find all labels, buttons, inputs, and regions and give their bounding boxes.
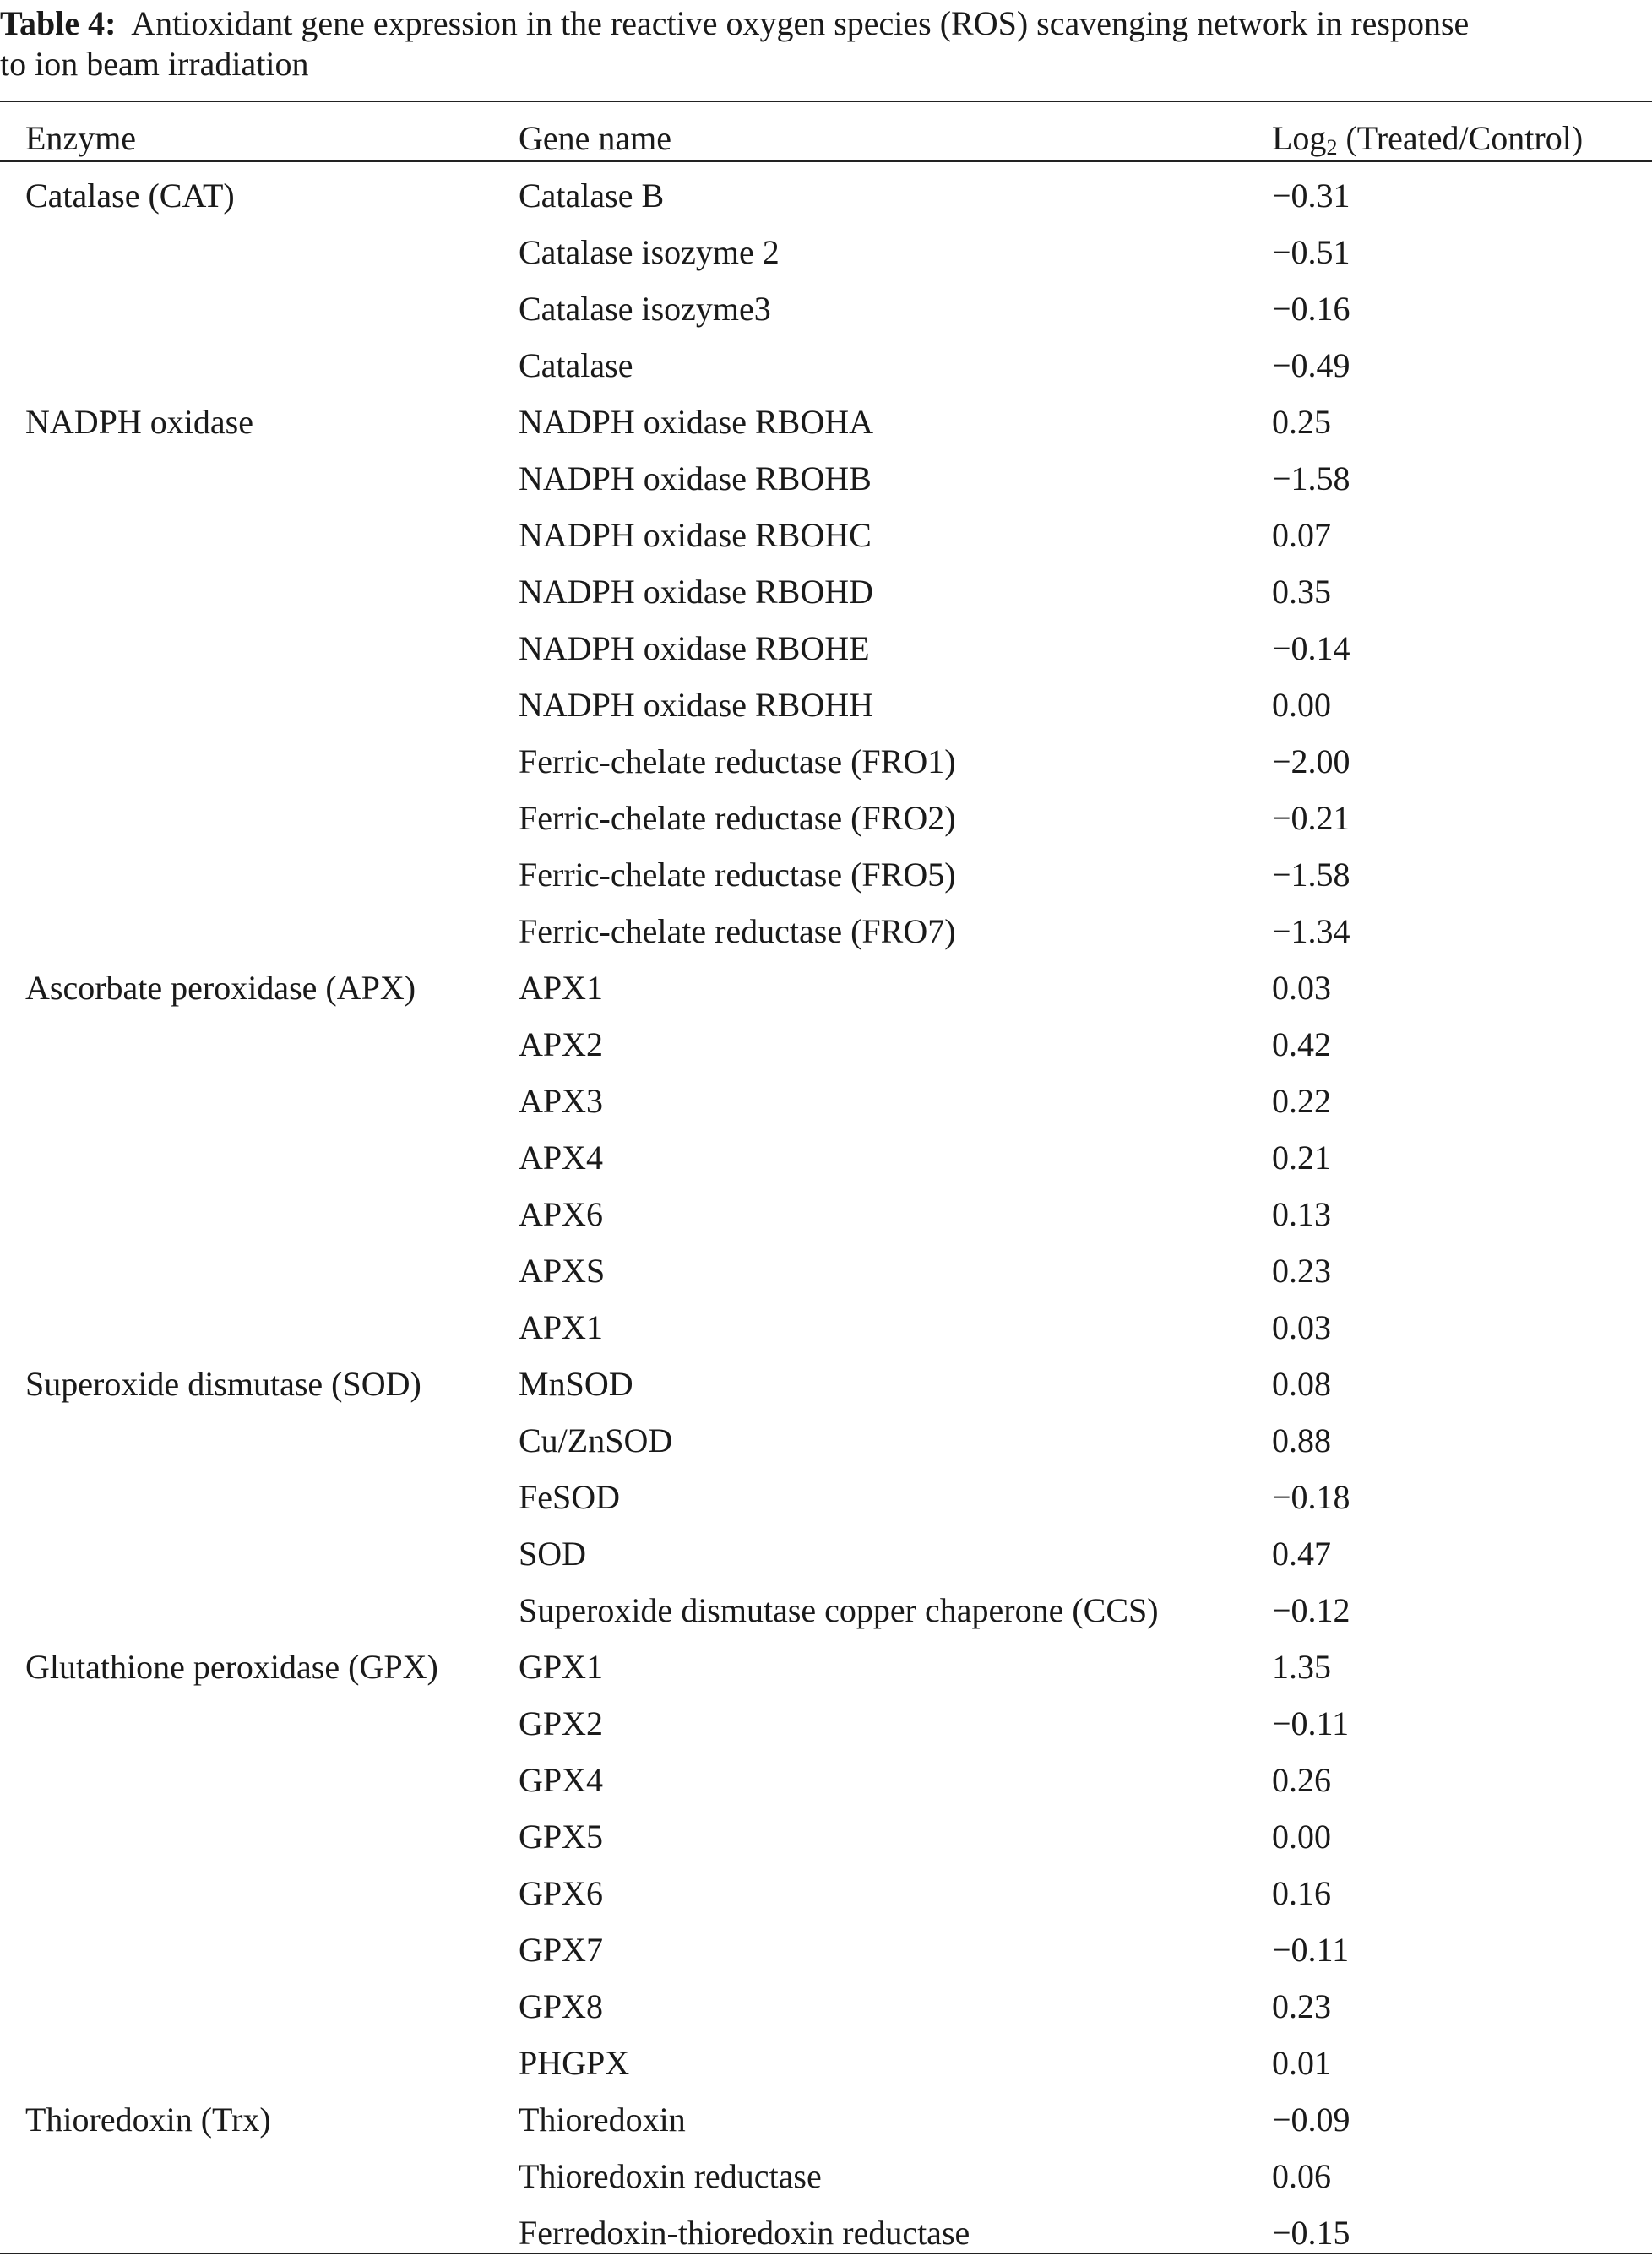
cell-log2-value: −0.14	[1272, 629, 1350, 667]
caption-label: Table 4:	[0, 4, 117, 42]
table-row	[0, 677, 1652, 733]
cell-log2-value: 1.35	[1272, 1648, 1331, 1686]
table-row	[0, 1016, 1652, 1073]
cell-gene-name: GPX1	[519, 1648, 604, 1686]
cell-log2-value: 0.06	[1272, 2157, 1331, 2195]
cell-gene-name: APX1	[519, 969, 604, 1007]
cell-log2-value: −0.09	[1272, 2101, 1350, 2139]
table-row	[0, 450, 1652, 507]
cell-log2-value: −0.11	[1272, 1931, 1350, 1969]
table-row	[0, 224, 1652, 280]
cell-gene-name: Ferric-chelate reductase (FRO1)	[519, 742, 956, 780]
cell-log2-value: −1.58	[1272, 459, 1350, 497]
header-log-suffix: (Treated/Control)	[1337, 119, 1584, 157]
table-row	[0, 507, 1652, 563]
table-row	[0, 620, 1652, 677]
cell-gene-name: APX2	[519, 1025, 604, 1063]
table-row	[0, 1978, 1652, 2035]
header-log-ratio	[1272, 110, 1583, 166]
cell-gene-name: NADPH oxidase RBOHH	[519, 686, 873, 724]
table-row	[0, 1525, 1652, 1582]
cell-gene-name: Thioredoxin reductase	[519, 2157, 822, 2195]
cell-gene-name: NADPH oxidase RBOHB	[519, 459, 872, 497]
header-log-prefix: Log	[1272, 119, 1327, 157]
cell-gene-name: FeSOD	[519, 1478, 621, 1516]
cell-enzyme: Ascorbate peroxidase (APX)	[25, 969, 416, 1007]
cell-log2-value: 0.13	[1272, 1195, 1331, 1233]
table-row	[0, 1639, 1652, 1695]
cell-gene-name: GPX7	[519, 1931, 604, 1969]
table-row	[0, 2091, 1652, 2148]
cell-gene-name: Catalase isozyme 2	[519, 233, 780, 271]
header-gene-name: Gene name	[519, 119, 672, 157]
cell-log2-value: 0.16	[1272, 1874, 1331, 1912]
cell-log2-value: −1.34	[1272, 912, 1350, 950]
cell-log2-value: −0.18	[1272, 1478, 1350, 1516]
cell-log2-value: 0.35	[1272, 573, 1331, 611]
table-row	[0, 1242, 1652, 1299]
cell-log2-value: −0.11	[1272, 1704, 1350, 1742]
cell-log2-value: 0.03	[1272, 1308, 1331, 1346]
table-row	[0, 1073, 1652, 1129]
cell-log2-value: −1.58	[1272, 856, 1350, 894]
cell-gene-name: NADPH oxidase RBOHC	[519, 516, 872, 554]
cell-gene-name: SOD	[519, 1535, 587, 1573]
cell-gene-name: Ferredoxin-thioredoxin reductase	[519, 2214, 970, 2252]
cell-gene-name: GPX8	[519, 1987, 604, 2025]
cell-log2-value: 0.25	[1272, 403, 1331, 441]
caption-line-1	[0, 3, 1652, 44]
top-rule	[0, 101, 1652, 102]
cell-log2-value: −0.31	[1272, 177, 1350, 215]
table-row	[0, 903, 1652, 959]
table-row	[0, 2148, 1652, 2204]
bottom-rule	[0, 2253, 1652, 2254]
cell-enzyme: Glutathione peroxidase (GPX)	[25, 1648, 438, 1686]
cell-enzyme: NADPH oxidase	[25, 403, 253, 441]
cell-log2-value: −0.16	[1272, 290, 1350, 328]
cell-gene-name: GPX4	[519, 1761, 604, 1799]
table-row	[0, 167, 1652, 224]
cell-log2-value: 0.26	[1272, 1761, 1331, 1799]
cell-gene-name: GPX6	[519, 1874, 604, 1912]
table-row	[0, 1129, 1652, 1186]
cell-gene-name: GPX2	[519, 1704, 604, 1742]
cell-log2-value: −0.21	[1272, 799, 1350, 837]
cell-log2-value: 0.03	[1272, 969, 1331, 1007]
cell-gene-name: NADPH oxidase RBOHD	[519, 573, 873, 611]
table-row	[0, 733, 1652, 790]
cell-log2-value: 0.22	[1272, 1082, 1331, 1120]
table-row	[0, 1695, 1652, 1752]
cell-gene-name: Thioredoxin	[519, 2101, 686, 2139]
cell-gene-name: Ferric-chelate reductase (FRO2)	[519, 799, 956, 837]
table-row	[0, 2035, 1652, 2091]
cell-log2-value: 0.23	[1272, 1252, 1331, 1290]
cell-gene-name: Catalase	[519, 346, 633, 384]
cell-gene-name: APX4	[519, 1139, 604, 1177]
cell-gene-name: Superoxide dismutase copper chaperone (CCS)	[519, 1591, 1159, 1629]
caption-line-2: to ion beam irradiation	[0, 45, 309, 83]
table-row	[0, 1865, 1652, 1921]
table-row	[0, 1186, 1652, 1242]
cell-log2-value: 0.01	[1272, 2044, 1331, 2082]
cell-gene-name: Ferric-chelate reductase (FRO5)	[519, 856, 956, 894]
cell-gene-name: APX1	[519, 1308, 604, 1346]
table-row	[0, 337, 1652, 394]
table-row	[0, 846, 1652, 903]
cell-log2-value: 0.07	[1272, 516, 1331, 554]
cell-gene-name: Cu/ZnSOD	[519, 1421, 673, 1459]
cell-enzyme: Catalase (CAT)	[25, 177, 235, 215]
table-row	[0, 1752, 1652, 1808]
table-row	[0, 959, 1652, 1016]
table-row	[0, 790, 1652, 846]
cell-log2-value: 0.00	[1272, 686, 1331, 724]
cell-gene-name: PHGPX	[519, 2044, 630, 2082]
header-enzyme: Enzyme	[25, 119, 137, 157]
cell-log2-value: −0.15	[1272, 2214, 1350, 2252]
cell-gene-name: APXS	[519, 1252, 606, 1290]
cell-log2-value: 0.47	[1272, 1535, 1331, 1573]
table-row	[0, 1299, 1652, 1356]
cell-log2-value: 0.00	[1272, 1818, 1331, 1856]
cell-gene-name: MnSOD	[519, 1365, 633, 1403]
table-header	[0, 110, 1652, 166]
cell-gene-name: Catalase B	[519, 177, 665, 215]
cell-gene-name: GPX5	[519, 1818, 604, 1856]
cell-log2-value: −2.00	[1272, 742, 1350, 780]
cell-gene-name: Catalase isozyme3	[519, 290, 771, 328]
table-caption	[0, 3, 1652, 84]
table-row	[0, 563, 1652, 620]
cell-log2-value: 0.23	[1272, 1987, 1331, 2025]
cell-gene-name: Ferric-chelate reductase (FRO7)	[519, 912, 956, 950]
cell-gene-name: APX3	[519, 1082, 604, 1120]
cell-log2-value: 0.21	[1272, 1139, 1331, 1177]
cell-log2-value: 0.88	[1272, 1421, 1331, 1459]
table-row	[0, 280, 1652, 337]
cell-log2-value: −0.12	[1272, 1591, 1350, 1629]
cell-enzyme: Thioredoxin (Trx)	[25, 2101, 271, 2139]
cell-gene-name: NADPH oxidase RBOHA	[519, 403, 873, 441]
cell-log2-value: −0.49	[1272, 346, 1350, 384]
cell-enzyme: Superoxide dismutase (SOD)	[25, 1365, 421, 1403]
table-row	[0, 1808, 1652, 1865]
cell-gene-name: NADPH oxidase RBOHE	[519, 629, 870, 667]
table-row	[0, 394, 1652, 450]
cell-log2-value: 0.42	[1272, 1025, 1331, 1063]
table-row	[0, 1469, 1652, 1525]
caption-text-1: Antioxidant gene expression in the reactive oxygen species (ROS) scavenging network in response	[131, 4, 1470, 42]
table-row	[0, 1582, 1652, 1639]
table-row	[0, 1356, 1652, 1412]
table-row	[0, 1412, 1652, 1469]
header-rule	[0, 160, 1652, 162]
cell-log2-value: −0.51	[1272, 233, 1350, 271]
cell-log2-value: 0.08	[1272, 1365, 1331, 1403]
table-row	[0, 1921, 1652, 1978]
header-log-subscript: 2	[1326, 135, 1338, 160]
cell-gene-name: APX6	[519, 1195, 604, 1233]
